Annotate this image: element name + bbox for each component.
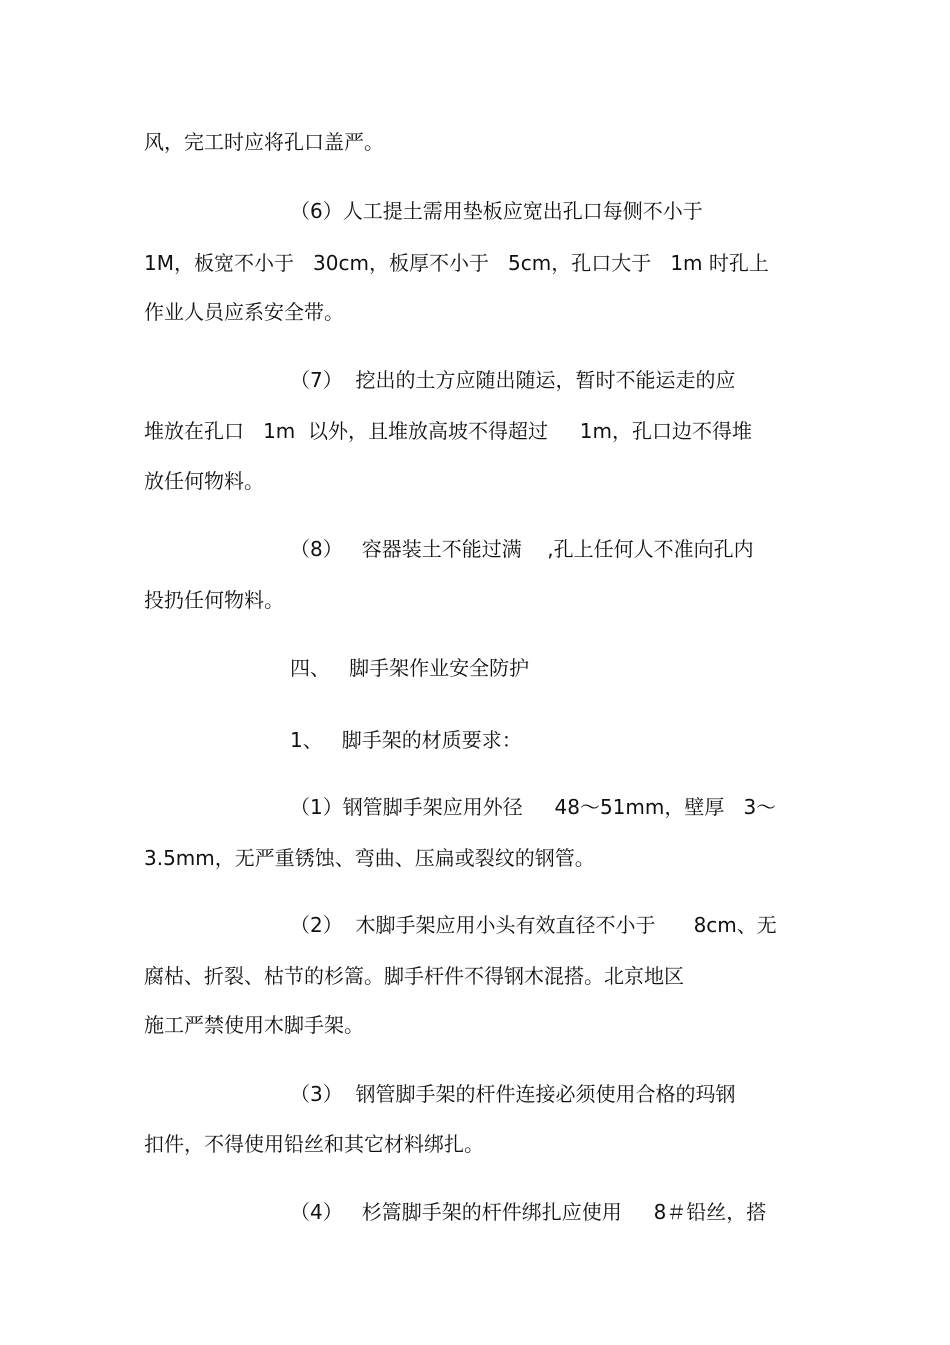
- text-line: 投扔任何物料。: [144, 588, 284, 612]
- text-line: 施工严禁使用木脚手架。: [144, 1013, 364, 1037]
- text-line: （6）人工提土需用垫板应宽出孔口每侧不小于: [290, 199, 703, 223]
- text-line: 放任何物料。: [144, 469, 264, 493]
- text-line: 3.5mm，无严重锈蚀、弯曲、压扁或裂纹的钢管。: [144, 846, 595, 870]
- section-heading: 四、 脚手架作业安全防护: [290, 656, 530, 680]
- text-line: 1M，板宽不小于 30cm，板厚不小于 5cm，孔口大于 1m 时孔上: [144, 251, 769, 275]
- text-line: （1）钢管脚手架应用外径 48～51mm，壁厚 3～: [290, 795, 777, 819]
- text-line: 作业人员应系安全带。: [144, 300, 344, 324]
- text-line: 扣件，不得使用铅丝和其它材料绑扎。: [144, 1132, 484, 1156]
- text-line: 堆放在孔口 1m 以外，且堆放高坡不得超过 1m，孔口边不得堆: [144, 419, 752, 443]
- text-line: （2） 木脚手架应用小头有效直径不小于 8cm、无: [290, 913, 777, 937]
- text-line: 腐枯、折裂、枯节的杉篙。脚手杆件不得钢木混搭。北京地区: [144, 964, 684, 988]
- text-line: 风，完工时应将孔口盖严。: [144, 130, 384, 154]
- text-line: （3） 钢管脚手架的杆件连接必须使用合格的玛钢: [290, 1082, 736, 1106]
- text-line: （7） 挖出的土方应随出随运，暂时不能运走的应: [290, 368, 736, 392]
- subsection-heading: 1、 脚手架的材质要求：: [290, 728, 522, 752]
- text-line: （8） 容器装土不能过满 ,孔上任何人不准向孔内: [290, 537, 754, 561]
- text-line: （4） 杉篙脚手架的杆件绑扎应使用 8＃铅丝，搭: [290, 1200, 767, 1224]
